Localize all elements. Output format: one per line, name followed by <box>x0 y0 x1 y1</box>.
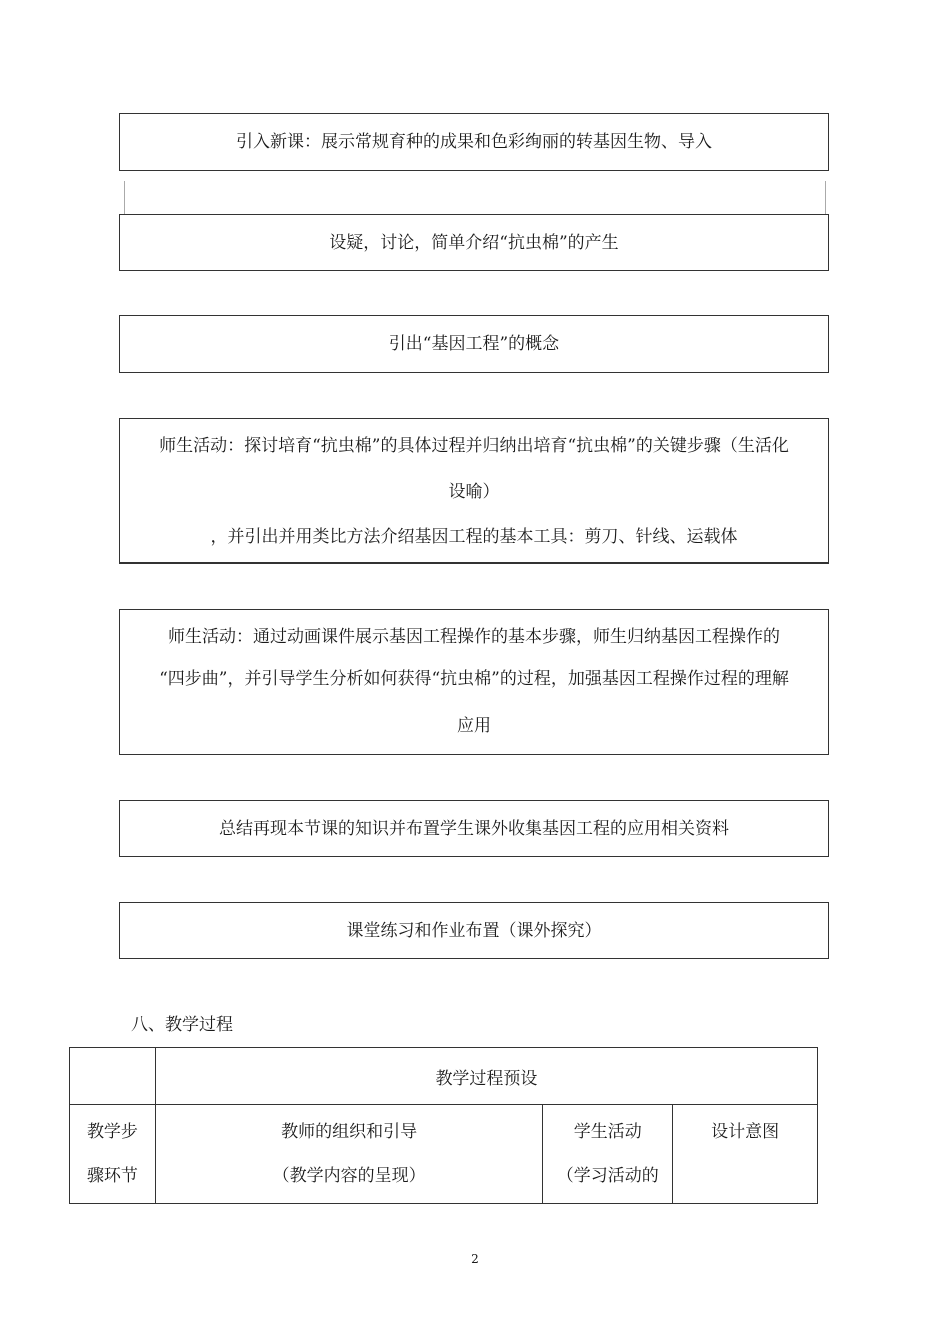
flow-text: “四步曲”，并引导学生分析如何获得“抗虫棉”的过程，加强基因工程操作过程的理解 <box>159 669 789 689</box>
table-cell-empty <box>70 1048 156 1105</box>
flow-text: 课堂练习和作业布置（课外探究） <box>346 920 602 941</box>
cell-text: 学生活动 <box>573 1122 642 1142</box>
flow-box-summary <box>119 800 829 857</box>
flow-text: 总结再现本节课的知识并布置学生课外收集基因工程的应用相关资料 <box>219 818 729 839</box>
connector-line-left <box>124 181 125 214</box>
cell-text: 教学步 <box>86 1122 138 1142</box>
cell-text: 教师的组织和引导 <box>281 1122 418 1142</box>
table-cell-student <box>543 1105 673 1204</box>
table-cell-teacher <box>155 1105 542 1204</box>
table-cell-step <box>70 1105 156 1204</box>
table-row-columns <box>70 1105 818 1204</box>
teaching-process-table <box>69 1047 818 1204</box>
flow-text: 应用 <box>457 716 491 736</box>
flow-box-activity-1 <box>119 418 829 564</box>
cell-text: 骤环节 <box>86 1166 138 1186</box>
cell-text: （学习活动的 <box>556 1166 659 1186</box>
flow-box-activity-2 <box>119 609 829 755</box>
page-number: 2 <box>471 1252 479 1266</box>
flow-text: 师生活动：探讨培育“抗虫棉”的具体过程并归纳出培育“抗虫棉”的关键步骤（生活化 <box>159 436 789 456</box>
flow-text: ，并引出并用类比方法介绍基因工程的基本工具：剪刀、针线、运载体 <box>210 527 738 547</box>
table-row-header <box>70 1048 818 1105</box>
cell-text: 设计意图 <box>711 1122 780 1142</box>
flow-box-concept <box>119 315 829 373</box>
flow-text: 引入新课：展示常规育种的成果和色彩绚丽的转基因生物、导入 <box>236 132 712 152</box>
flow-text: 设疑，讨论，简单介绍“抗虫棉”的产生 <box>329 232 619 253</box>
section-heading: 八、教学过程 <box>131 1015 233 1035</box>
cell-text: （教学内容的呈现） <box>272 1166 426 1186</box>
flow-text: 引出“基因工程”的概念 <box>388 334 560 354</box>
connector-line-right <box>825 181 826 214</box>
table-cell-design <box>673 1105 818 1204</box>
flow-text: 师生活动：通过动画课件展示基因工程操作的基本步骤，师生归纳基因工程操作的 <box>168 627 780 647</box>
table-cell-preset-header: 教学过程预设 <box>155 1048 817 1105</box>
flow-box-question <box>119 214 829 271</box>
flow-box-intro <box>119 113 829 171</box>
flow-text: 设喻） <box>448 482 500 502</box>
flow-box-homework <box>119 902 829 959</box>
